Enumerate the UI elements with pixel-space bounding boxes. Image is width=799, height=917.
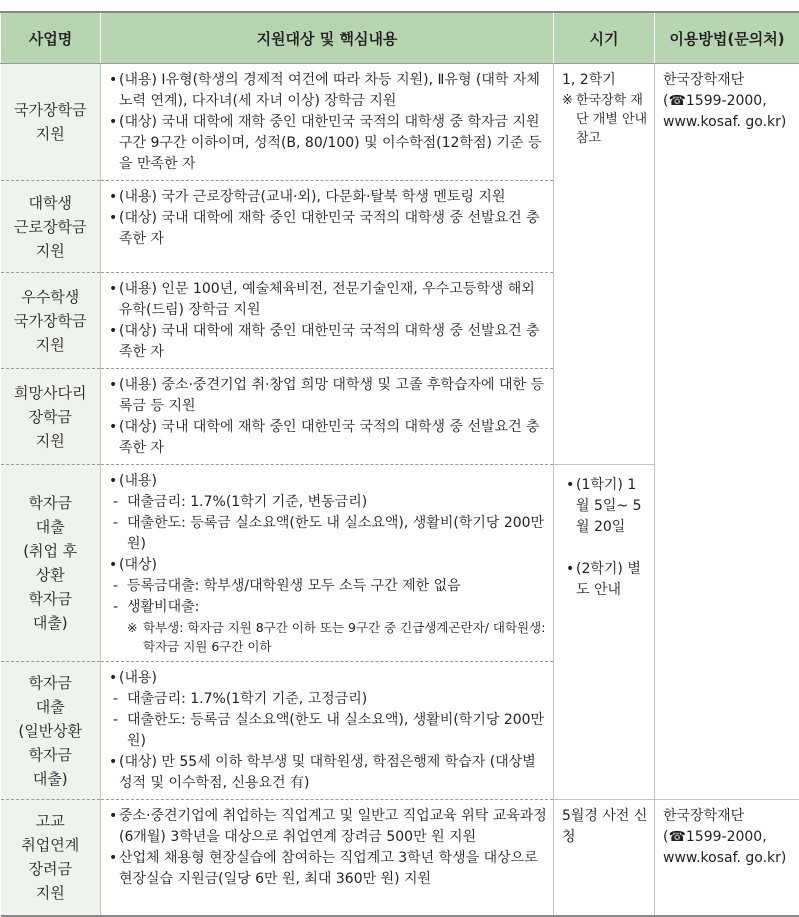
contact-cell [655, 64, 799, 800]
content-subline: - 대출금리: 1.7%(1학기 기준, 고정금리) [109, 689, 547, 710]
dash-icon: - [113, 597, 118, 618]
reference-mark-icon: ※ [127, 618, 137, 637]
content-subline: - 대출한도: 등록금 실소요액(한도 내 실소요액), 생활비(학기당 200만 원) [109, 513, 547, 555]
period-line: • (2학기) 별도 안내 [566, 559, 648, 601]
content-line: • 산업체 채용형 현장실습에 참여하는 직업계고 3학년 학생을 대상으로 현장실습 지원금(일당 6만 원, 최대 360만 원) 지원 [109, 848, 547, 890]
content-line: • (대상) 국내 대학에 재학 중인 대한민국 국적의 대학생 중 선발요건 충족한 자 [109, 321, 547, 363]
program-name: 학자금 대출 (일반상환 학자금 대출) [1, 662, 101, 800]
content-line: • (내용) [109, 471, 547, 492]
header-program-name: 사업명 [1, 12, 101, 64]
program-content [101, 800, 554, 916]
program-table [0, 11, 799, 917]
dash-icon: - [113, 576, 118, 597]
program-name: 학자금 대출 (취업 후 상환 학자금 대출) [1, 465, 101, 662]
reference-mark-icon: ※ [562, 91, 573, 110]
period-cell [554, 64, 655, 465]
program-content [101, 64, 554, 181]
content-line: • (대상) 국내 대학에 재학 중인 대한민국 국적의 대학생 중 학자금 지원 구간 9구간 이하이며, 성적(B, 80/100) 및 이수학점(12학점) 기준 등을 만족한 자 [109, 112, 547, 175]
program-content [101, 369, 554, 465]
content-line: • 중소·중견기업에 취업하는 직업계고 및 일반고 직업교육 위탁 교육과정(6개월) 3학년을 대상으로 취업연계 장려금 500만 원 지원 [109, 806, 547, 848]
bullet-icon: • [109, 806, 117, 827]
contact-text: 한국장학재단 (☎1599-2000, www.kosaf. go.kr) [663, 70, 794, 133]
content-subline: - 생활비대출: [109, 597, 547, 618]
period-note: ※ 한국장학 재단 개별 안내 참고 [562, 91, 648, 148]
program-content [101, 273, 554, 369]
content-note: ※ 학부생: 학자금 지원 8구간 이하 또는 9구간 중 긴급생계곤란자/ 대학원생: 학자금 지원 6구간 이하 [109, 618, 547, 656]
program-name: 대학생 근로장학금 지원 [1, 181, 101, 273]
dash-icon: - [113, 689, 118, 710]
bullet-icon: • [566, 559, 574, 580]
content-line: • (내용) 인문 100년, 예술체육비전, 전문기술인재, 우수고등학생 해외유학(드림) 장학금 지원 [109, 279, 547, 321]
bullet-icon: • [109, 321, 117, 342]
header-contact: 이용방법(문의처) [655, 12, 799, 64]
bullet-icon: • [566, 475, 574, 496]
bullet-icon: • [109, 208, 117, 229]
program-name: 고교 취업연계 장려금 지원 [1, 800, 101, 916]
content-line: • (대상) [109, 555, 547, 576]
contact-text: 한국장학재단 (☎1599-2000, www.kosaf. go.kr) [663, 806, 794, 869]
content-subline: - 등록금대출: 학부생/대학원생 모두 소득 구간 제한 없음 [109, 576, 547, 597]
header-target-content: 지원대상 및 핵심내용 [101, 12, 554, 64]
dash-icon: - [113, 492, 118, 513]
dash-icon: - [113, 710, 118, 731]
content-line: • (내용) 중소·중견기업 취·창업 희망 대학생 및 고졸 후학습자에 대한 등록금 등 지원 [109, 375, 547, 417]
bullet-icon: • [109, 112, 117, 133]
bullet-icon: • [109, 555, 117, 576]
contact-cell [655, 800, 799, 916]
period-line: • (1학기) 1월 5일~ 5월 20일 [566, 475, 648, 538]
program-name: 희망사다리 장학금 지원 [1, 369, 101, 465]
period-text: 5월경 사전 신청 [562, 806, 648, 848]
bullet-icon: • [109, 471, 117, 492]
bullet-icon: • [109, 187, 117, 208]
program-name: 국가장학금 지원 [1, 64, 101, 181]
program-content [101, 181, 554, 273]
content-line: • (대상) 국내 대학에 재학 중인 대한민국 국적의 대학생 중 선발요건 충족한 자 [109, 417, 547, 459]
bullet-icon: • [109, 668, 117, 689]
content-line: • (내용) 국가 근로장학금(교내·외), 다문화·탈북 학생 멘토링 지원 [109, 187, 547, 208]
table-row [1, 800, 799, 916]
dash-icon: - [113, 513, 118, 534]
header-row [1, 12, 799, 64]
program-content [101, 465, 554, 662]
period-text: 1, 2학기 [562, 70, 648, 91]
content-subline: - 대출금리: 1.7%(1학기 기준, 변동금리) [109, 492, 547, 513]
bullet-icon: • [109, 375, 117, 396]
period-cell [554, 465, 655, 800]
bullet-icon: • [109, 848, 117, 869]
content-line: • (내용) [109, 668, 547, 689]
header-period: 시기 [554, 12, 655, 64]
content-line: • (내용) Ⅰ유형(학생의 경제적 여건에 따라 차등 지원), Ⅱ유형 (대학 자체 노력 연계), 다자녀(세 자녀 이상) 장학금 지원 [109, 70, 547, 112]
bullet-icon: • [109, 279, 117, 300]
program-content [101, 662, 554, 800]
bullet-icon: • [109, 752, 117, 773]
bullet-icon: • [109, 70, 117, 91]
content-line: • (대상) 만 55세 이하 학부생 및 대학원생, 학점은행제 학습자 (대상별 성적 및 이수학점, 신용요건 有) [109, 752, 547, 794]
bullet-icon: • [109, 417, 117, 438]
program-name: 우수학생 국가장학금 지원 [1, 273, 101, 369]
content-subline: - 대출한도: 등록금 실소요액(한도 내 실소요액), 생활비(학기당 200만 원) [109, 710, 547, 752]
content-line: • (대상) 국내 대학에 재학 중인 대한민국 국적의 대학생 중 선발요건 충족한 자 [109, 208, 547, 250]
table-row [1, 64, 799, 181]
period-cell [554, 800, 655, 916]
